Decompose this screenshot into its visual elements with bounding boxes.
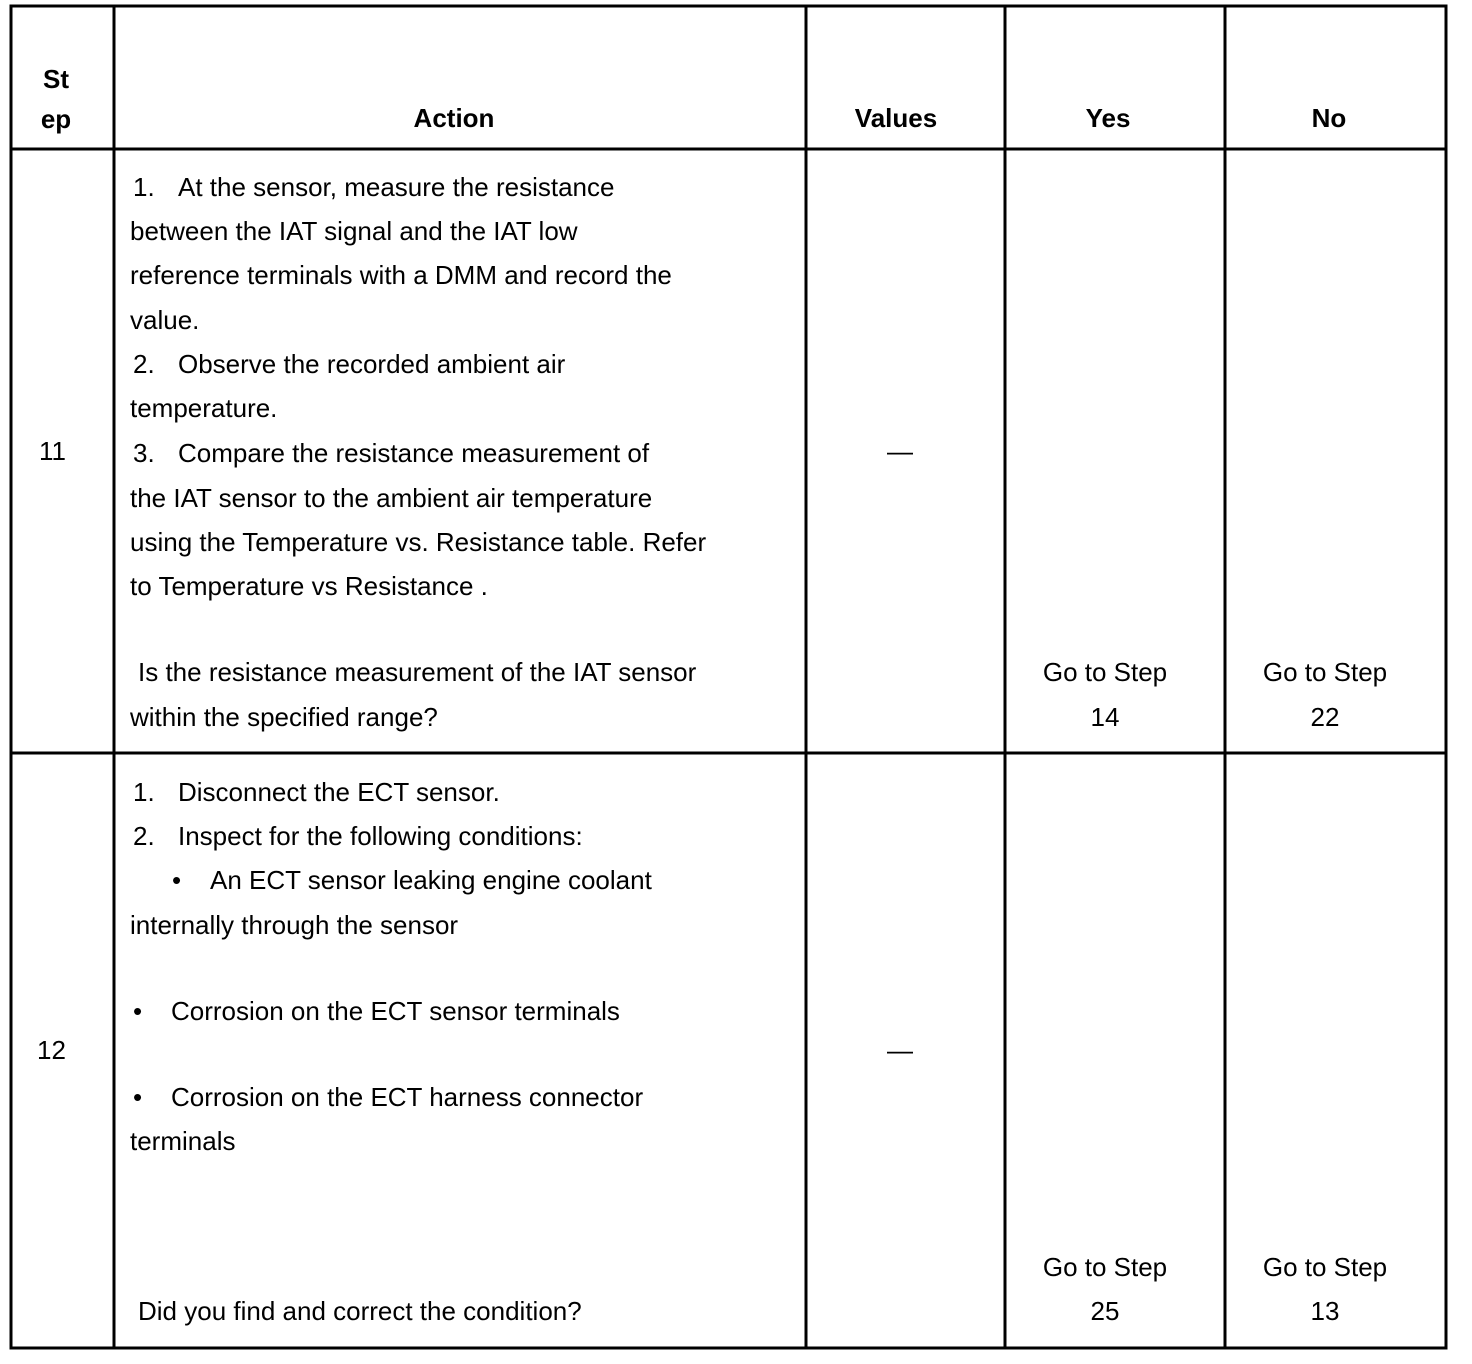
action-line: 3. — [133, 438, 155, 468]
action-question: within the specified range? — [130, 702, 438, 732]
no-goto-line2: 13 — [1310, 1296, 1340, 1326]
action-line: Disconnect the ECT sensor. — [178, 777, 500, 807]
no-goto-line1: Go to Step — [1262, 1252, 1388, 1282]
bullet-icon: • — [133, 996, 143, 1026]
action-line: Corrosion on the ECT sensor terminals — [171, 996, 620, 1026]
action-line: Compare the resistance measurement of — [178, 438, 650, 468]
yes-goto-line2: 14 — [1090, 702, 1120, 732]
action-line: Corrosion on the ECT harness connector — [171, 1082, 644, 1112]
action-line: between the IAT signal and the IAT low — [130, 216, 578, 246]
action-line: the IAT sensor to the ambient air temperature — [130, 483, 653, 513]
action-line: internally through the sensor — [130, 910, 459, 940]
action-question: Did you find and correct the condition? — [138, 1296, 582, 1326]
value-cell: — — [887, 1035, 913, 1065]
header-action: Action — [413, 103, 495, 133]
action-line: 1. — [133, 172, 155, 202]
bullet-icon: • — [133, 1082, 143, 1112]
action-line: to Temperature vs Resistance . — [130, 571, 488, 601]
action-line: Observe the recorded ambient air — [178, 349, 566, 379]
action-line: 1. — [133, 777, 155, 807]
bullet-icon: • — [172, 865, 182, 895]
action-line: 2. — [133, 349, 155, 379]
value-cell: — — [887, 436, 913, 466]
action-line: reference terminals with a DMM and record the — [130, 260, 672, 290]
action-line: temperature. — [130, 393, 278, 423]
no-goto-line2: 22 — [1310, 702, 1340, 732]
header-step-line2: ep — [40, 104, 72, 134]
action-question: Is the resistance measurement of the IAT sensor — [138, 657, 697, 687]
yes-goto-line1: Go to Step — [1042, 1252, 1168, 1282]
yes-goto-line2: 25 — [1090, 1296, 1120, 1326]
action-line: An ECT sensor leaking engine coolant — [210, 865, 652, 895]
action-line: value. — [130, 305, 200, 335]
yes-goto-line1: Go to Step — [1042, 657, 1168, 687]
action-line: At the sensor, measure the resistance — [178, 172, 615, 202]
action-line: using the Temperature vs. Resistance table. Refer — [130, 527, 707, 557]
action-line: Inspect for the following conditions: — [178, 821, 583, 851]
header-no: No — [1311, 103, 1347, 133]
step-number: 11 — [39, 436, 66, 466]
action-line: 2. — [133, 821, 155, 851]
header-yes: Yes — [1085, 103, 1131, 133]
header-values: Values — [854, 103, 938, 133]
header-step-line1: St — [43, 64, 69, 94]
step-number: 12 — [37, 1035, 66, 1065]
action-line: terminals — [130, 1126, 236, 1156]
no-goto-line1: Go to Step — [1262, 657, 1388, 687]
